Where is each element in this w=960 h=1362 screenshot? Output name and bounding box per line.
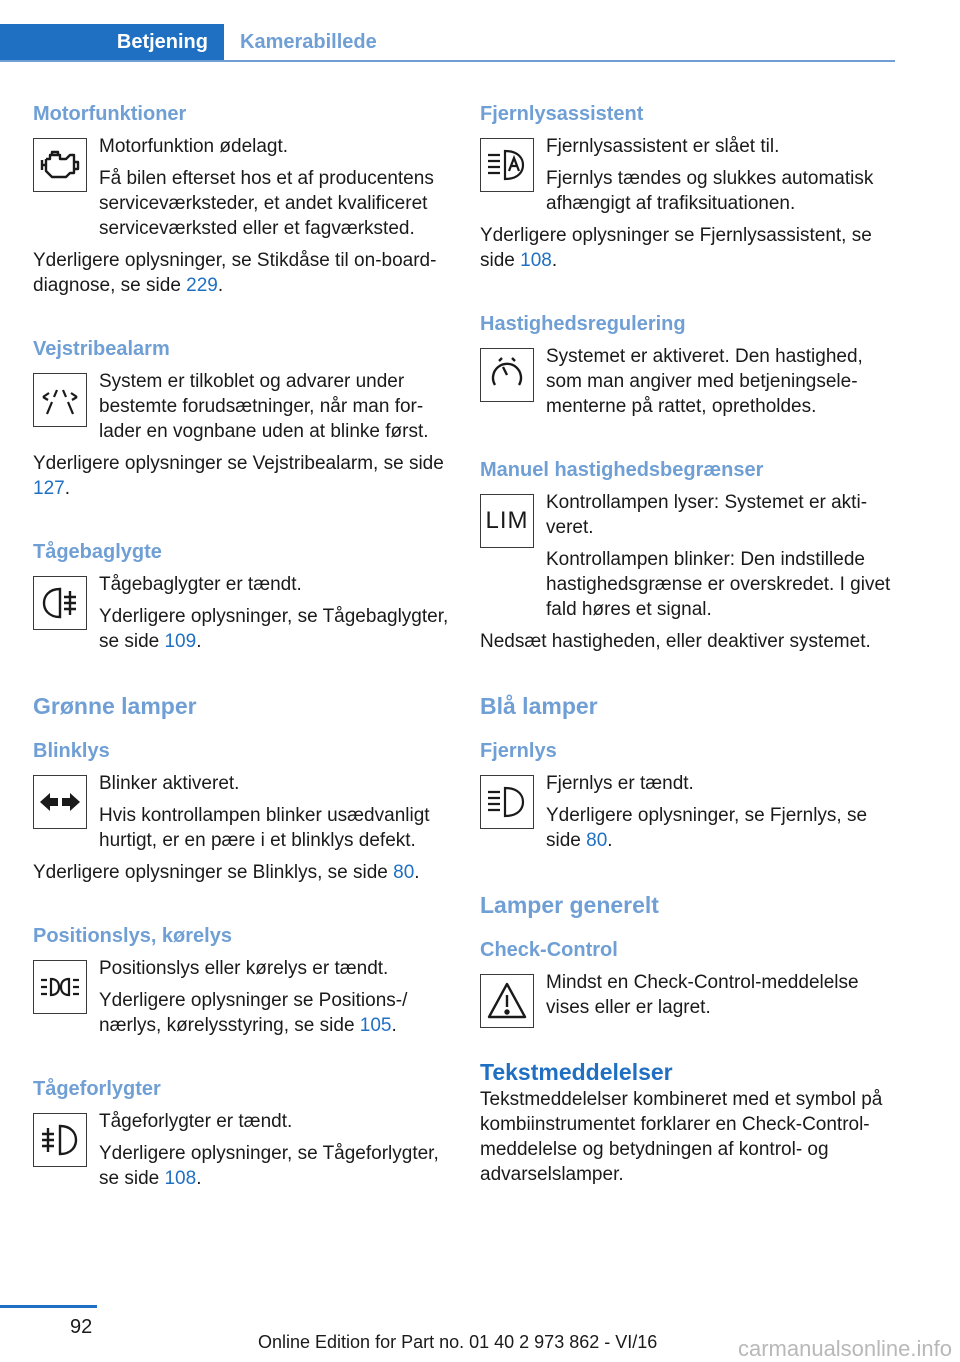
entry-check-control xyxy=(480,970,896,1020)
position-light-icon xyxy=(33,960,87,1014)
text-hba-1: Fjernlysassistent er slået til. xyxy=(546,136,780,157)
page-number: 92 xyxy=(70,1316,93,1338)
text-highbeam-1: Fjernlys er tændt. xyxy=(546,773,694,794)
front-fog-light-icon xyxy=(33,1113,87,1167)
section-heading-check-control: Check-Control xyxy=(480,939,618,961)
header-divider xyxy=(0,60,895,62)
text-motor-3: Yderligere oplysninger, se Stikdåse til on-board-diagnose, se side 229. xyxy=(33,250,437,296)
edition-text: Online Edition for Part no. 01 40 2 973 862 - VI/16 xyxy=(258,1332,658,1352)
page-link-80-highbeam[interactable]: 80 xyxy=(586,830,608,851)
page-link-229[interactable]: 229 xyxy=(186,275,218,296)
text-position-1: Positionslys eller kørelys er tændt. xyxy=(99,958,389,979)
text-rearfog-1: Tågebaglygter er tændt. xyxy=(99,574,302,595)
text-checkcontrol-1: Mindst en Check-Control-meddelelse vises eller er lagret. xyxy=(546,972,859,1018)
text-limiter-3: Nedsæt hastigheden, eller deaktiver systemet. xyxy=(480,631,871,652)
speed-limiter-icon-text: LIM xyxy=(485,507,529,534)
entry-fjernlysassistent xyxy=(480,134,896,216)
watermark: carmanualsonline.info xyxy=(737,1336,952,1361)
entry-taagebaglygte xyxy=(33,572,449,654)
left-column xyxy=(33,100,449,1198)
section-heading-vejstribealarm: Vejstribealarm xyxy=(33,338,170,360)
speed-limiter-icon xyxy=(480,494,534,548)
text-lane-1: System er tilkoblet og advarer under bestemte forudsætninger, når man forlader en vognbane uden at blinke først. xyxy=(99,371,429,442)
cruise-control-icon xyxy=(480,348,534,402)
text-limiter-1: Kontrollampen lyser: Systemet er aktiveret. xyxy=(546,492,868,538)
section-title-blaa-lamper: Blå lamper xyxy=(480,693,598,719)
tab-kamerabillede[interactable]: Kamerabillede xyxy=(240,31,377,53)
text-limiter-2: Kontrollampen blinker: Den indstillede hastighedsgrænse er overskredet. I givet fald høres et signal. xyxy=(546,549,891,620)
section-heading-hastighedsregulering: Hastighedsregulering xyxy=(480,313,686,335)
section-heading-motorfunktioner: Motorfunktioner xyxy=(33,103,187,125)
text-highbeam-2: Yderligere oplysninger, se Fjernlys, se side 80. xyxy=(546,805,868,851)
page-link-108[interactable]: 108 xyxy=(520,250,552,271)
page-link-127[interactable]: 127 xyxy=(33,478,65,499)
entry-vejstribealarm xyxy=(33,369,449,444)
section-heading-blinklys: Blinklys xyxy=(33,740,110,762)
entry-motorfunktioner xyxy=(33,134,449,241)
entry-positionslys xyxy=(33,956,449,1038)
section-heading-taageforlygter: Tågeforlygter xyxy=(33,1078,161,1100)
text-hba-2: Fjernlys tændes og slukkes automatisk afhængigt af trafiksituationen. xyxy=(546,168,874,214)
entry-blinklys xyxy=(33,771,449,853)
section-heading-hastighedsbegraenser: Manuel hastighedsbegrænser xyxy=(480,459,764,481)
tab-betjening[interactable]: Betjening xyxy=(0,24,224,61)
text-lane-2: Yderligere oplysninger se Vejstribealarm, se side 127. xyxy=(33,453,444,499)
high-beam-assist-icon xyxy=(480,138,534,192)
text-rearfog-2: Yderligere oplysninger, se Tågebaglygter, se side 109. xyxy=(99,606,449,652)
section-title-tekstmeddelelser: Tekstmeddelelser xyxy=(480,1059,673,1085)
text-tekstmeddelelser: Tekstmeddelelser kombineret med et symbol på kombiinstrumentet forklarer en Check-Control-meddelelse og betydningen af kontrol- og advarselslamper. xyxy=(480,1089,883,1185)
text-frontfog-2: Yderligere oplysninger, se Tågeforlygter, se side 108. xyxy=(99,1143,439,1189)
section-title-lamper-generelt: Lamper generelt xyxy=(480,892,659,918)
footer-divider xyxy=(0,1305,97,1308)
warning-triangle-icon xyxy=(480,974,534,1028)
entry-hastighedsbegraenser xyxy=(480,490,896,622)
text-cruise-1: Systemet er aktiveret. Den hastighed, som man angiver med betjeningselementerne på rattet, opretholdes. xyxy=(546,346,863,417)
text-frontfog-1: Tågeforlygter er tændt. xyxy=(99,1111,293,1132)
text-position-2: Yderligere oplysninger se Positions-/ nærlys, kørelysstyring, se side 105. xyxy=(99,990,408,1036)
turn-signal-icon xyxy=(33,775,87,829)
lane-departure-icon xyxy=(33,373,87,427)
text-turn-3: Yderligere oplysninger se Blinklys, se side 80. xyxy=(33,862,420,883)
entry-taageforlygter xyxy=(33,1109,449,1191)
text-motor-2: Få bilen efterset hos et af producentens serviceværksteder, et andet kvalificeret serviceværksted eller et fagværksted. xyxy=(99,168,434,239)
page-link-105[interactable]: 105 xyxy=(359,1015,392,1036)
text-turn-2: Hvis kontrollampen blinker usædvanligt hurtigt, er en pære i et blinklys defekt. xyxy=(99,805,430,851)
right-column xyxy=(480,100,896,1194)
text-turn-1: Blinker aktiveret. xyxy=(99,773,240,794)
section-heading-fjernlys: Fjernlys xyxy=(480,740,557,762)
rear-fog-light-icon xyxy=(33,576,87,630)
entry-fjernlys xyxy=(480,771,896,853)
text-motor-1: Motorfunktion ødelagt. xyxy=(99,136,289,157)
section-title-groenne-lamper: Grønne lamper xyxy=(33,693,197,719)
section-heading-taagebaglygte: Tågebaglygte xyxy=(33,541,162,563)
page-link-109[interactable]: 109 xyxy=(164,631,197,652)
page-link-80[interactable]: 80 xyxy=(393,862,415,883)
high-beam-icon xyxy=(480,775,534,829)
section-heading-positionslys: Positionslys, kørelys xyxy=(33,925,232,947)
section-heading-fjernlysassistent: Fjernlysassistent xyxy=(480,103,644,125)
text-hba-3: Yderligere oplysninger se Fjernlysassistent, se side 108. xyxy=(480,225,872,271)
entry-hastighedsregulering xyxy=(480,344,896,419)
engine-icon xyxy=(33,138,87,192)
page-link-108-fog[interactable]: 108 xyxy=(164,1168,197,1189)
top-navigation xyxy=(0,0,960,62)
